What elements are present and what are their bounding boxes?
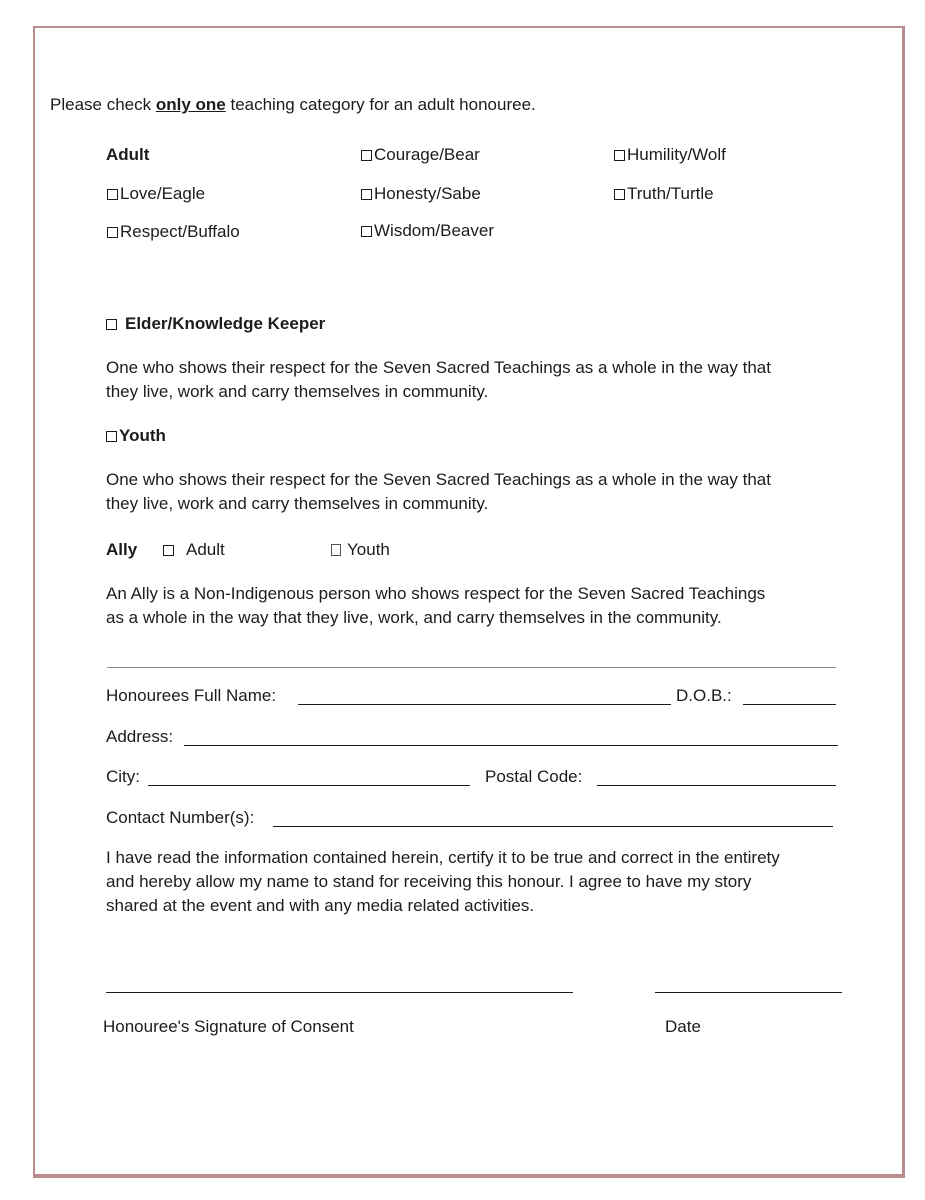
elder-description-line: they live, work and carry themselves in community. (106, 382, 489, 401)
ally-option-label: Adult (186, 540, 225, 559)
consent-line: I have read the information contained herein, certify it to be true and correct in the entirety (106, 848, 780, 867)
elder-option[interactable] (106, 314, 325, 334)
ally-description (106, 582, 765, 630)
ally-heading: Ally (106, 540, 138, 559)
elder-description (106, 356, 771, 404)
teaching-option-wisdom[interactable] (361, 221, 494, 241)
teaching-label: Truth/Turtle (627, 184, 714, 203)
intro-instruction (50, 95, 536, 115)
teaching-option-humility[interactable] (614, 145, 726, 165)
full-name-field[interactable] (298, 704, 671, 705)
signature-label: Honouree's Signature of Consent (103, 1017, 354, 1036)
date-label: Date (665, 1017, 701, 1036)
ally-description-line: as a whole in the way that they live, work, and carry themselves in the community. (106, 608, 722, 627)
date-field[interactable] (655, 992, 842, 993)
youth-description-line: One who shows their respect for the Seven Sacred Teachings as a whole in the way that (106, 470, 771, 489)
section-divider (107, 667, 836, 668)
postal-code-label: Postal Code: (485, 767, 583, 786)
ally-option-label: Youth (347, 540, 390, 559)
checkbox[interactable] (107, 227, 118, 238)
contact-number-label: Contact Number(s): (106, 808, 255, 827)
consent-statement (106, 846, 780, 918)
youth-description (106, 468, 771, 516)
postal-code-field[interactable] (597, 785, 836, 786)
city-field[interactable] (148, 785, 470, 786)
checkbox[interactable] (614, 150, 625, 161)
contact-number-field[interactable] (273, 826, 833, 827)
youth-option[interactable] (106, 426, 166, 446)
checkbox[interactable] (361, 226, 372, 237)
dob-label: D.O.B.: (676, 686, 732, 705)
checkbox[interactable] (331, 544, 341, 556)
youth-description-line: they live, work and carry themselves in community. (106, 494, 489, 513)
elder-description-line: One who shows their respect for the Seven Sacred Teachings as a whole in the way that (106, 358, 771, 377)
full-name-label: Honourees Full Name: (106, 686, 277, 705)
checkbox[interactable] (107, 189, 118, 200)
adult-heading: Adult (106, 145, 150, 164)
address-label: Address: (106, 727, 174, 746)
checkbox[interactable] (163, 545, 174, 556)
checkbox[interactable] (106, 319, 117, 330)
intro-emphasis: only one (155, 95, 226, 114)
elder-heading: Elder/Knowledge Keeper (125, 314, 326, 333)
teaching-option-courage[interactable] (361, 145, 480, 165)
ally-description-line: An Ally is a Non-Indigenous person who shows respect for the Seven Sacred Teachings (106, 584, 766, 603)
ally-option-youth[interactable] (331, 540, 390, 560)
checkbox[interactable] (361, 189, 372, 200)
teaching-label: Wisdom/Beaver (374, 221, 494, 240)
teaching-label: Humility/Wolf (627, 145, 726, 164)
address-field[interactable] (184, 745, 838, 746)
teaching-option-honesty[interactable] (361, 184, 481, 204)
teaching-option-love[interactable] (107, 184, 205, 204)
checkbox[interactable] (361, 150, 372, 161)
teaching-label: Courage/Bear (374, 145, 480, 164)
teaching-option-respect[interactable] (107, 222, 240, 242)
ally-option-adult[interactable] (163, 540, 225, 560)
teaching-label: Honesty/Sabe (374, 184, 481, 203)
checkbox[interactable] (614, 189, 625, 200)
youth-heading: Youth (119, 426, 166, 445)
intro-text-before: Please check (50, 95, 156, 114)
teaching-option-truth[interactable] (614, 184, 714, 204)
city-label: City: (106, 767, 140, 786)
consent-line: shared at the event and with any media related activities. (106, 896, 535, 915)
signature-field[interactable] (106, 992, 573, 993)
intro-text-after: teaching category for an adult honouree. (225, 95, 536, 114)
teaching-label: Respect/Buffalo (120, 222, 240, 241)
dob-field[interactable] (743, 704, 836, 705)
consent-line: and hereby allow my name to stand for receiving this honour. I agree to have my story (106, 872, 752, 891)
checkbox[interactable] (106, 431, 117, 442)
teaching-label: Love/Eagle (120, 184, 206, 203)
